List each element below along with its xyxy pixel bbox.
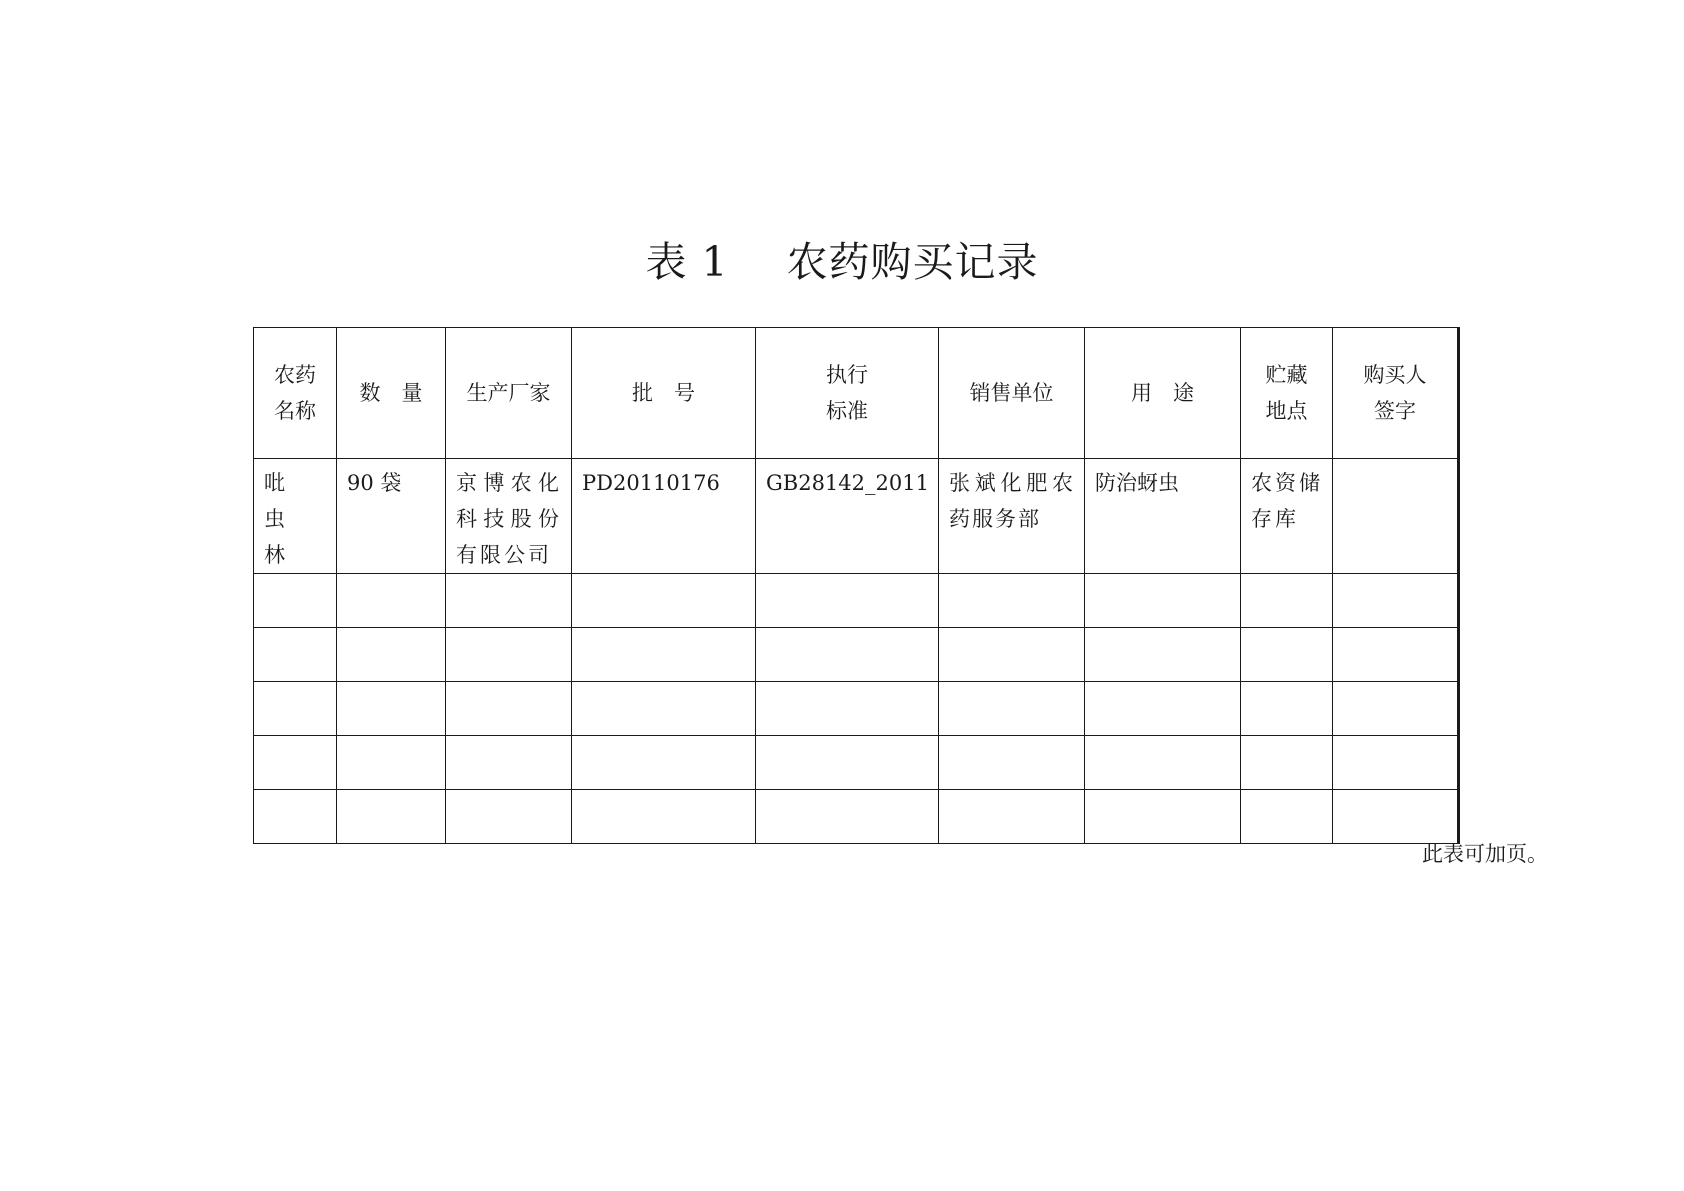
empty-cell	[572, 574, 756, 628]
header-line: 名称	[274, 399, 316, 423]
header-storage	[1240, 328, 1332, 459]
cell-seller: 张斌化肥农药服务部	[938, 459, 1084, 574]
empty-cell	[1240, 736, 1332, 790]
header-pesticide-name	[254, 328, 337, 459]
header-line: 签字	[1373, 399, 1416, 423]
empty-cell	[938, 790, 1084, 844]
empty-cell	[1332, 736, 1458, 790]
empty-cell	[938, 628, 1084, 682]
table-row-empty	[254, 682, 1459, 736]
empty-cell	[254, 574, 337, 628]
empty-cell	[337, 736, 446, 790]
header-line: 生产厂家	[466, 381, 551, 405]
header-usage	[1084, 328, 1240, 459]
pesticide-purchase-table	[253, 327, 1460, 844]
header-line: 购买人	[1363, 363, 1427, 387]
table-row-empty	[254, 790, 1459, 844]
empty-cell	[938, 574, 1084, 628]
empty-cell	[337, 574, 446, 628]
empty-cell	[337, 628, 446, 682]
empty-cell	[1240, 574, 1332, 628]
table-row-empty	[254, 574, 1459, 628]
empty-cell	[572, 790, 756, 844]
empty-cell	[756, 790, 939, 844]
table-number: 表 1	[645, 238, 729, 286]
cell-storage: 农资储存库	[1240, 459, 1332, 574]
table-title	[0, 236, 1684, 288]
cell-manufacturer: 京博农化科技股份有限公司	[446, 459, 572, 574]
cell-pesticide-name: 吡虫林	[254, 459, 337, 574]
cell-buyer-signature	[1332, 459, 1458, 574]
header-line: 批 号	[632, 381, 695, 405]
empty-cell	[572, 628, 756, 682]
empty-cell	[1240, 682, 1332, 736]
empty-cell	[938, 736, 1084, 790]
cell-batch-number: PD20110176	[572, 459, 756, 574]
empty-cell	[446, 628, 572, 682]
header-line: 用 途	[1130, 381, 1194, 405]
empty-cell	[1084, 628, 1240, 682]
empty-cell	[1084, 790, 1240, 844]
table-row-empty	[254, 628, 1459, 682]
cell-standard: GB28142_2011	[756, 459, 939, 574]
empty-cell	[254, 736, 337, 790]
header-line: 数 量	[359, 381, 423, 405]
empty-cell	[1084, 736, 1240, 790]
header-row	[254, 328, 1459, 459]
empty-cell	[1332, 628, 1458, 682]
header-line: 地点	[1265, 399, 1308, 423]
empty-cell	[1084, 574, 1240, 628]
empty-cell	[446, 790, 572, 844]
empty-cell	[572, 682, 756, 736]
cell-quantity: 90 袋	[337, 459, 446, 574]
empty-cell	[446, 682, 572, 736]
empty-cell	[1084, 682, 1240, 736]
empty-cell	[756, 682, 939, 736]
empty-cell	[254, 790, 337, 844]
header-buyer-signature	[1332, 328, 1458, 459]
header-batch-number	[572, 328, 756, 459]
header-seller	[938, 328, 1084, 459]
empty-cell	[446, 574, 572, 628]
header-line: 标准	[825, 399, 868, 423]
empty-cell	[756, 574, 939, 628]
table-row	[254, 459, 1459, 574]
header-manufacturer	[446, 328, 572, 459]
empty-cell	[1332, 682, 1458, 736]
empty-cell	[337, 682, 446, 736]
empty-cell	[254, 682, 337, 736]
empty-cell	[337, 790, 446, 844]
table-title-text: 农药购买记录	[786, 238, 1039, 286]
header-line: 执行	[825, 363, 868, 387]
empty-cell	[1240, 628, 1332, 682]
header-standard	[756, 328, 939, 459]
header-line: 销售单位	[969, 381, 1054, 405]
empty-cell	[572, 736, 756, 790]
empty-cell	[1332, 790, 1458, 844]
empty-cell	[756, 628, 939, 682]
empty-cell	[1240, 790, 1332, 844]
empty-cell	[254, 628, 337, 682]
header-line: 贮藏	[1265, 363, 1308, 387]
empty-cell	[756, 736, 939, 790]
table-row-empty	[254, 736, 1459, 790]
cell-usage: 防治蚜虫	[1084, 459, 1240, 574]
header-quantity	[337, 328, 446, 459]
empty-cell	[938, 682, 1084, 736]
empty-cell	[446, 736, 572, 790]
footnote: 此表可加页。	[1422, 842, 1548, 866]
empty-cell	[1332, 574, 1458, 628]
header-line: 农药	[274, 363, 316, 387]
